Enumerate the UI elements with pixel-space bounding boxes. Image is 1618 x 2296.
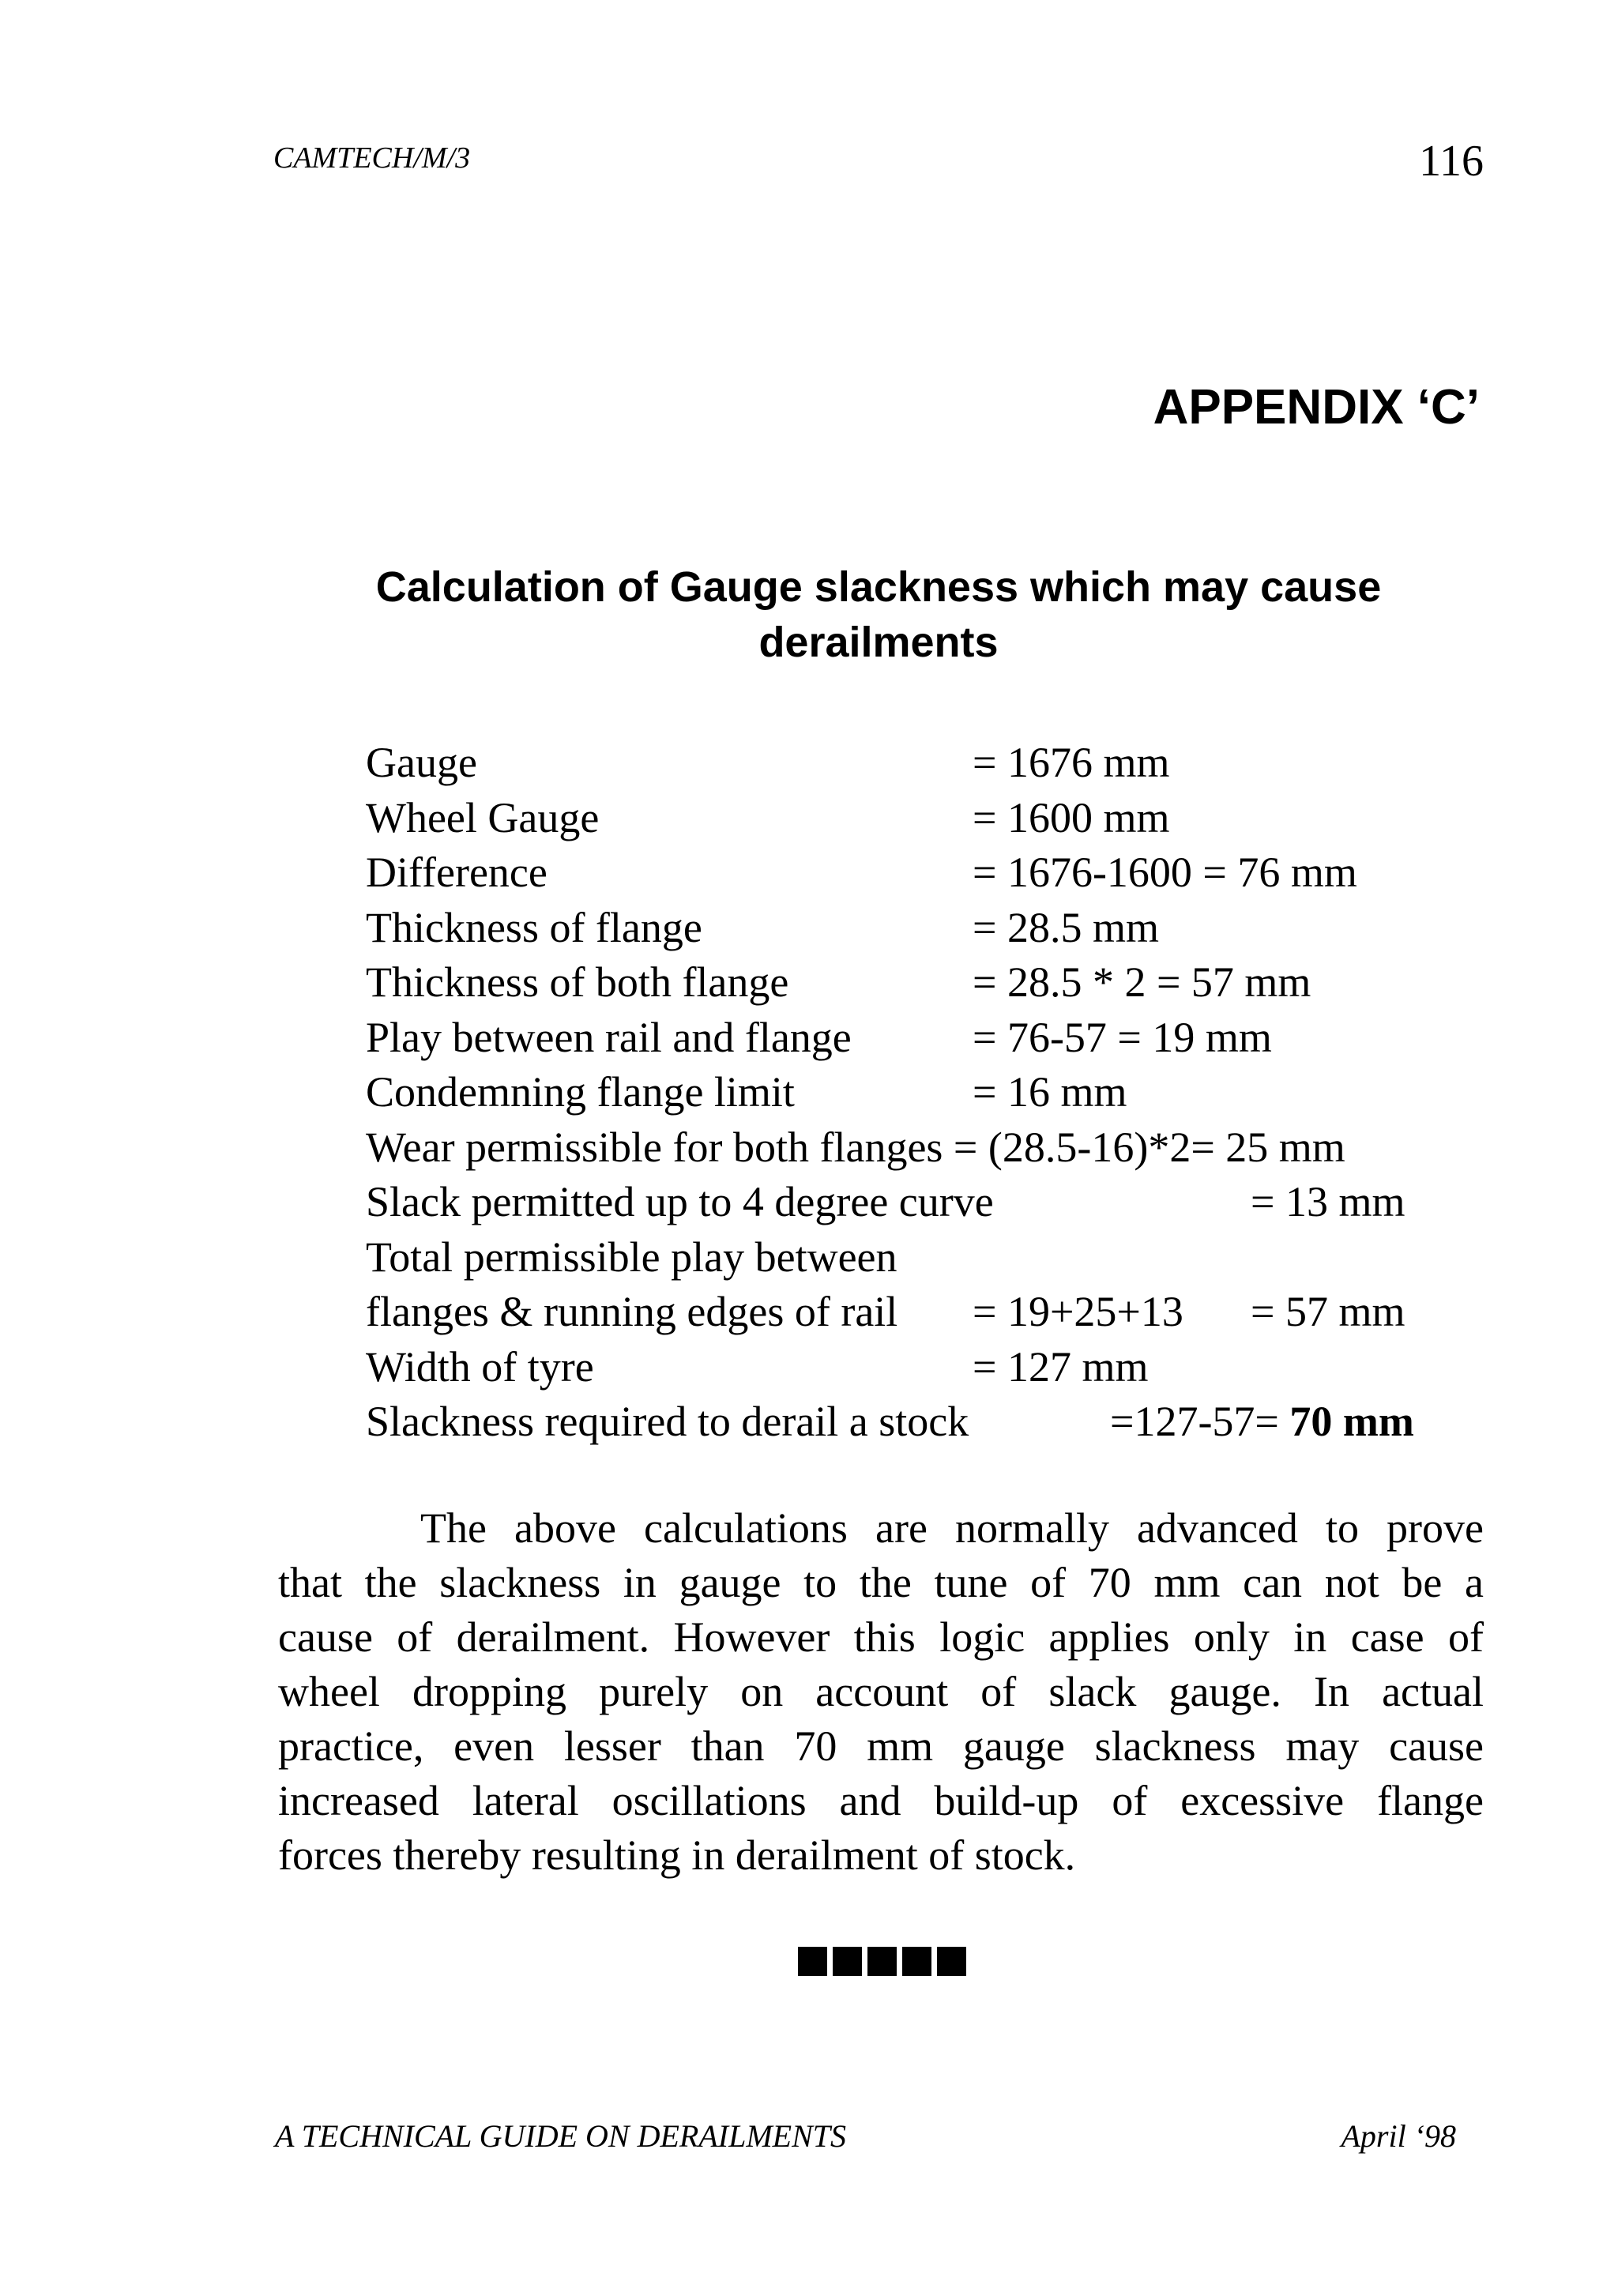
document-code: CAMTECH/M/3 [273, 141, 471, 175]
calc-row-total-play [366, 1230, 1503, 1285]
calc-value: = 127 mm [973, 1342, 1149, 1391]
paragraph-line: that the slackness in gauge to the tune of 70 mm can not be a [278, 1559, 1484, 1606]
calc-value [1110, 1395, 1414, 1450]
square-icon [937, 1947, 966, 1976]
calc-label: flanges & running edges of rail [366, 1288, 898, 1335]
calc-label: Wheel Gauge [366, 793, 600, 841]
calc-row-slackness-required [366, 1395, 1503, 1450]
calc-row-flange-thickness [366, 901, 1503, 956]
calc-label: Thickness of both flange [366, 958, 789, 1006]
square-icon [867, 1947, 897, 1976]
square-icon [902, 1947, 931, 1976]
paragraph-line: The above calculations are normally advanced to prove [420, 1504, 1484, 1552]
paragraph-line: practice, even lesser than 70 mm gauge slackness may cause [278, 1722, 1484, 1770]
footer-date: April ‘98 [1341, 2118, 1456, 2154]
appendix-title: APPENDIX ‘C’ [1153, 380, 1480, 435]
calc-result: = 57 mm [1251, 1288, 1405, 1335]
calc-label: Gauge [366, 739, 477, 786]
calc-result-bold: 70 mm [1289, 1398, 1414, 1445]
calc-row-wear-permissible [366, 1120, 1503, 1176]
calc-row-gauge [366, 736, 1503, 791]
paragraph-line: increased lateral oscillations and build-up of excessive flange [278, 1777, 1484, 1824]
calculation-list [366, 736, 1503, 1450]
calc-value: = 28.5 mm [973, 903, 1159, 951]
calc-formula: =127-57= [1110, 1398, 1279, 1445]
square-icon [833, 1947, 862, 1976]
calc-value: = 16 mm [973, 1068, 1127, 1116]
calc-value: = 28.5 * 2 = 57 mm [973, 958, 1311, 1006]
calc-value: = 1600 mm [973, 793, 1170, 841]
calc-row-wheel-gauge [366, 791, 1503, 846]
calc-label: Total permissible play between [366, 1233, 897, 1281]
page-number: 116 [1419, 137, 1484, 186]
calc-label: Thickness of flange [366, 903, 702, 951]
explanation-paragraph [278, 1501, 1484, 1883]
calc-label: Play between rail and flange [366, 1013, 852, 1061]
square-icon [798, 1947, 827, 1976]
paragraph-line: forces thereby resulting in derailment of stock. [278, 1831, 1076, 1879]
calc-label: Difference [366, 849, 547, 896]
calc-row-tyre-width [366, 1340, 1503, 1395]
calc-row-slack-permitted [366, 1175, 1503, 1230]
paragraph-line: cause of derailment. However this logic applies only in case of [278, 1613, 1484, 1661]
calc-label: Width of tyre [366, 1342, 594, 1391]
calc-value: = 1676-1600 = 76 mm [973, 849, 1357, 896]
calc-label: Wear permissible for both flanges = (28.5-16)*2= 25 mm [366, 1123, 1345, 1171]
calc-value: = 13 mm [1251, 1178, 1405, 1225]
calc-label: Condemning flange limit [366, 1068, 795, 1116]
calc-row-difference [366, 845, 1503, 901]
calc-row-flanges-running-edges [366, 1285, 1503, 1340]
calc-label: Slack permitted up to 4 degree curve [366, 1178, 994, 1225]
section-title: Calculation of Gauge slackness which may cause derailments [375, 563, 1382, 666]
calc-row-condemning-limit [366, 1065, 1503, 1120]
calc-value: = 19+25+13 [973, 1288, 1183, 1335]
calc-label: Slackness required to derail a stock [366, 1398, 969, 1445]
footer-title: A TECHNICAL GUIDE ON DERAILMENTS [275, 2118, 847, 2154]
calc-value: = 1676 mm [973, 739, 1170, 786]
end-of-section-mark [798, 1947, 966, 1976]
calc-row-both-flange [366, 955, 1503, 1011]
calc-row-play [366, 1011, 1503, 1066]
paragraph-line: wheel dropping purely on account of slack gauge. In actual [278, 1668, 1484, 1715]
calc-value: = 76-57 = 19 mm [973, 1013, 1272, 1061]
